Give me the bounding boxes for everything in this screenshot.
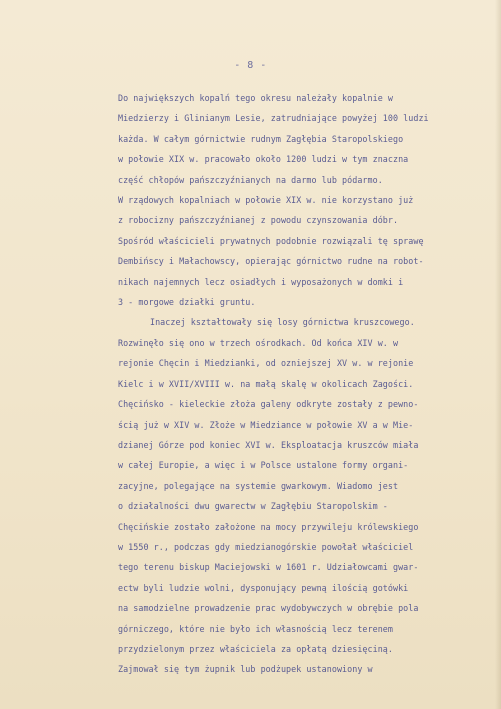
- text-line: tego terenu biskup Maciejowski w 1601 r. Udziałowcami gwar-: [118, 562, 419, 573]
- text-line: Miedzierzy i Glinianym Lesie, zatrudniające powyżej 100 ludzi: [118, 113, 429, 124]
- text-line: ścią już w XIV w. Złoże w Miedziance w połowie XV a w Mie-: [118, 419, 414, 430]
- text-line: ectw byli ludzie wolni, dysponujący pewną ilością gotówki: [118, 582, 409, 593]
- text-line: dzianej Górze pod koniec XVI w. Eksploatacja kruszców miała: [118, 439, 419, 450]
- text-line: zacyjne, polegające na systemie gwarkowym. Wiadomo jest: [118, 480, 399, 491]
- text-line: każda. W całym górnictwie rudnym Zagłębia Staropolskiego: [118, 133, 404, 144]
- text-line: w 1550 r., podczas gdy miedzianogórskie powołał właściciel: [118, 541, 414, 552]
- text-line: Spośród właścicieli prywatnych podobnie rozwiązali tę sprawę: [118, 235, 424, 246]
- text-line: część chłopów pańszczyźnianych na darmo lub pódarmo.: [118, 174, 383, 185]
- text-line: górniczego, które nie było ich własnością lecz terenem: [118, 623, 393, 634]
- text-line: 3 - morgowe działki gruntu.: [118, 297, 256, 308]
- text-line: Dembińscy i Małachowscy, opierając górnictwo rudne na robot-: [118, 256, 424, 267]
- text-line: przydzielonym przez właściciela za opłatą dziesięciną.: [118, 643, 393, 654]
- text-line: w połowie XIX w. pracowało około 1200 ludzi w tym znaczna: [118, 154, 409, 165]
- text-line: rejonie Chęcin i Miedzianki, od ozniejszej XV w. w rejonie: [118, 358, 414, 369]
- text-line: o działalności dwu gwarectw w Zagłębiu Staropolskim -: [118, 501, 388, 512]
- text-line: nikach najemnych lecz osiadłych i wyposażonych w domki i: [118, 276, 404, 287]
- text-line: W rządowych kopalniach w połowie XIX w. nie korzystano już: [118, 195, 414, 206]
- text-line: Zajmował się tym żupnik lub podżupek ustanowiony w: [118, 664, 373, 675]
- text-line: na samodzielne prowadzenie prac wydobywczych w obrębie pola: [118, 603, 419, 614]
- body-text: [118, 88, 429, 680]
- paragraph-start-line: Inaczej kształtowały się losy górnictwa kruszcowego.: [150, 317, 415, 328]
- text-line: Rozwinęło się ono w trzech ośrodkach. Od końca XIV w. w: [118, 337, 399, 348]
- page-edge-shadow: [495, 0, 501, 709]
- text-line: Kielc i w XVII/XVIII w. na małą skalę w okolicach Zagości.: [118, 378, 414, 389]
- text-line: z robocizny pańszczyźnianej z powodu czynszowania dóbr.: [118, 215, 399, 226]
- text-line: Chęcińskie zostało założone na mocy przywileju królewskiego: [118, 521, 419, 532]
- text-line: Do największych kopalń tego okresu należały kopalnie w: [118, 93, 393, 103]
- text-line: Chęcińsko - kieleckie złoża galeny odkryte zostały z pewno-: [118, 399, 419, 410]
- text-line: w całej Europie, a więc i w Polsce ustalone formy organi-: [118, 460, 409, 471]
- page-number: - 8 -: [234, 60, 267, 71]
